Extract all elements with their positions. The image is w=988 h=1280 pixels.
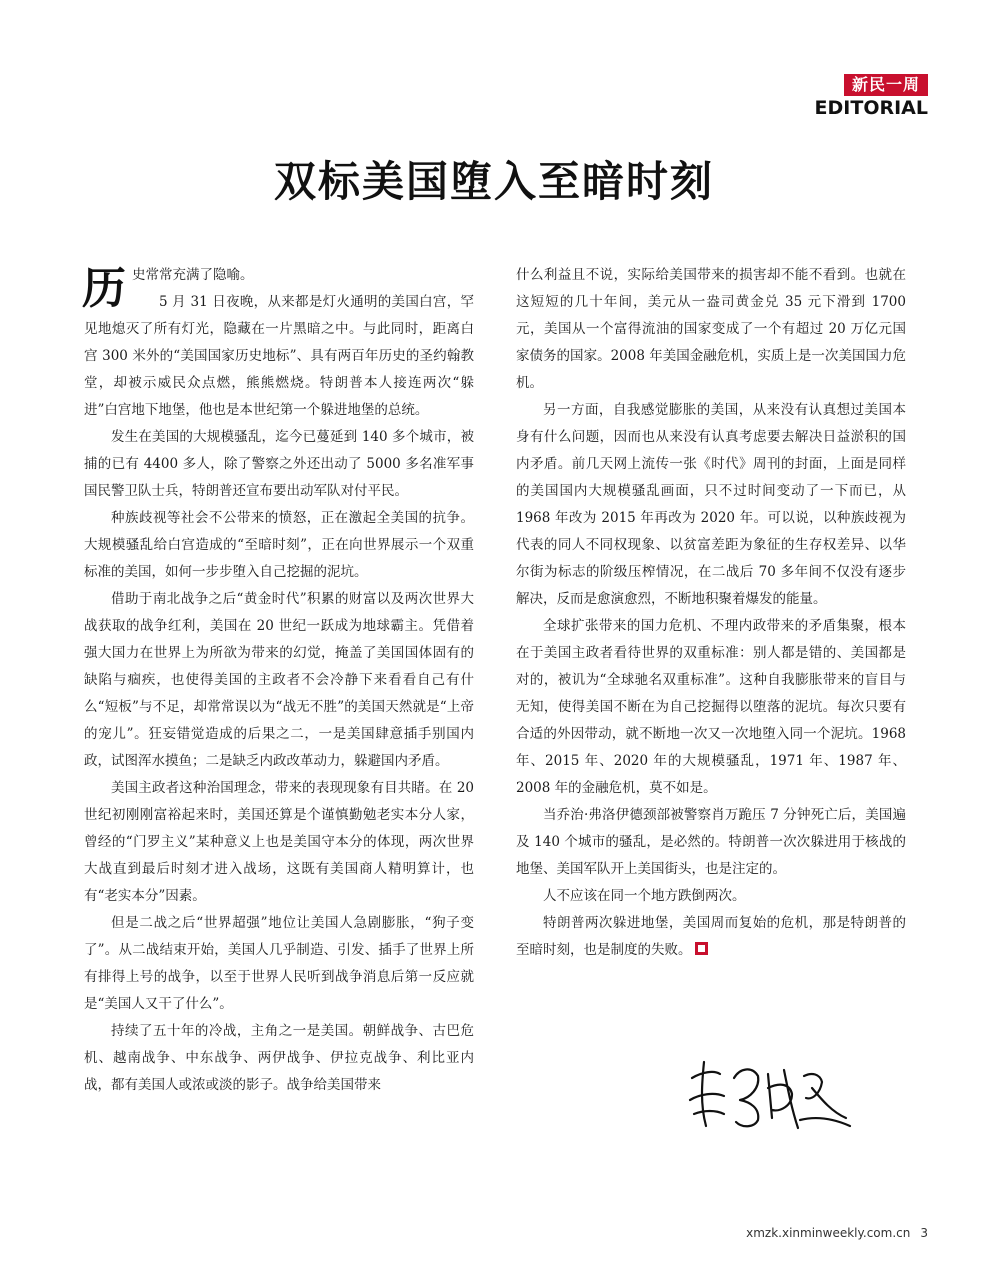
paragraph — [82, 262, 474, 314]
masthead — [815, 74, 928, 119]
paragraph: 当乔治·弗洛伊德颈部被警察肖万跪压 7 分钟死亡后，美国遍及 140 个城市的骚乱，是必然的。特朗普一次次躲进用于核战的地堡、美国军队开上美国街头，也是注定的。 — [516, 807, 906, 877]
right-column — [516, 262, 906, 964]
article-title: 双标美国堕入至暗时刻 — [273, 157, 714, 206]
paragraph: 人不应该在同一个地方跌倒两次。 — [543, 888, 746, 904]
left-column — [84, 262, 474, 1099]
end-mark-icon — [695, 942, 708, 955]
page-number: 3 — [920, 1226, 928, 1240]
site-url: xmzk.xinminweekly.com.cn — [746, 1226, 911, 1240]
paragraph: 持续了五十年的冷战，主角之一是美国。朝鲜战争、古巴危机、越南战争、中东战争、两伊战争、伊拉克战争、利比亚内战，都有美国人或浓或淡的影子。战争给美国带来 — [84, 1023, 474, 1093]
paragraph: 种族歧视等社会不公带来的愤怒，正在激起全美国的抗争。大规模骚乱给白宫造成的“至暗时刻”，正在向世界展示一个双重标准的美国，如何一步步堕入自己挖掘的泥坑。 — [84, 510, 474, 580]
signature-image — [680, 1048, 860, 1138]
paragraph-text: 特朗普两次躲进地堡，美国周而复始的危机，那是特朗普的至暗时刻，也是制度的失败。 — [516, 915, 906, 958]
paragraph: 全球扩张带来的国力危机、不理内政带来的矛盾集聚，根本在于美国主政者看待世界的双重标准：别人都是错的、美国都是对的，被讥为“全球驰名双重标准”。这种自我膨胀带来的盲目与无知，使得美国不断在为自己挖掘得以堕落的泥坑。每次只要有合适的外因带动，就不断地一次又一次地堕入同一个泥坑。1968 年、2015 年、2020 年的大规模骚乱，1971 年、1987 年、2008 年的金融危机，莫不如是。 — [516, 618, 906, 796]
paragraph: 什么利益且不说，实际给美国带来的损害却不能不看到。也就在这短短的几十年间，美元从一盎司黄金兑 35 元下滑到 1700 元，美国从一个富得流油的国家变成了一个有超过 20 万亿元国家债务的国家。2008 年美国金融危机，实质上是一次美国国力危机。 — [516, 267, 906, 391]
paragraph: 另一方面，自我感觉膨胀的美国，从来没有认真想过美国本身有什么问题，因而也从来没有认真考虑要去解决日益淤积的国内矛盾。前几天网上流传一张《时代》周刊的封面，上面是同样的美国国内大规模骚乱画面，只不过时间变动了一下而已，从 1968 年改为 2015 年再改为 2020 年。可以说，以种族歧视为代表的同人不同权现象、以贫富差距为象征的生存权差异、以华尔街为标志的阶级压榨情况，在二战后 70 多年间不仅没有逐步解决，反而是愈演愈烈，不断地积聚着爆发的能量。 — [516, 402, 906, 607]
paragraph — [516, 910, 906, 964]
paragraph: 借助于南北战争之后“黄金时代”积累的财富以及两次世界大战获取的战争红利，美国在 20 世纪一跃成为地球霸主。凭借着强大国力在世界上为所欲为带来的幻觉，掩盖了美国国体固有的缺陷与痼疾，也使得美国的主政者不会冷静下来看看自己有什么“短板”与不足，却常常误以为“战无不胜”的美国天然就是“上帝的宠儿”。狂妄错觉造成的后果之二，一是美国肆意插手别国内政，试图浑水摸鱼；二是缺乏内政改革动力，躲避国内矛盾。 — [84, 591, 474, 769]
footer — [746, 1226, 928, 1240]
paragraph: 5 月 31 日夜晚，从来都是灯火通明的美国白宫，罕见地熄灭了所有灯光，隐藏在一片黑暗之中。与此同时，距离白宫 300 米外的“美国国家历史地标”、具有两百年历史的圣约翰教堂，却被示威民众点燃，熊熊燃烧。特朗普本人接连两次“躲进”白宫地下地堡，他也是本世纪第一个躲进地堡的总统。 — [84, 294, 474, 418]
paragraph: 但是二战之后“世界超强”地位让美国人急剧膨胀，“狗子变了”。从二战结束开始，美国人几乎制造、引发、插手了世界上所有排得上号的战争，以至于世界人民听到战争消息后第一反应就是“美国人又干了什么”。 — [84, 915, 474, 1012]
brand-logo: 新民一周 — [844, 74, 928, 96]
section-label: EDITORIAL — [814, 97, 928, 119]
paragraph: 发生在美国的大规模骚乱，迄今已蔓延到 140 多个城市，被捕的已有 4400 多人，除了警察之外还出动了 5000 多名准军事国民警卫队士兵，特朗普还宣布要出动军队对付平民。 — [84, 429, 474, 499]
paragraph-text: 史常常充满了隐喻。 — [132, 267, 254, 283]
drop-cap: 历 — [82, 263, 126, 314]
paragraph: 美国主政者这种治国理念，带来的表现现象有目共睹。在 20 世纪初刚刚富裕起来时，美国还算是个谨慎勤勉老实本分人家，曾经的“门罗主义”某种意义上也是美国守本分的体现，两次世界大战直到最后时刻才进入战场，这既有美国商人精明算计，也有“老实本分”因素。 — [84, 780, 474, 904]
